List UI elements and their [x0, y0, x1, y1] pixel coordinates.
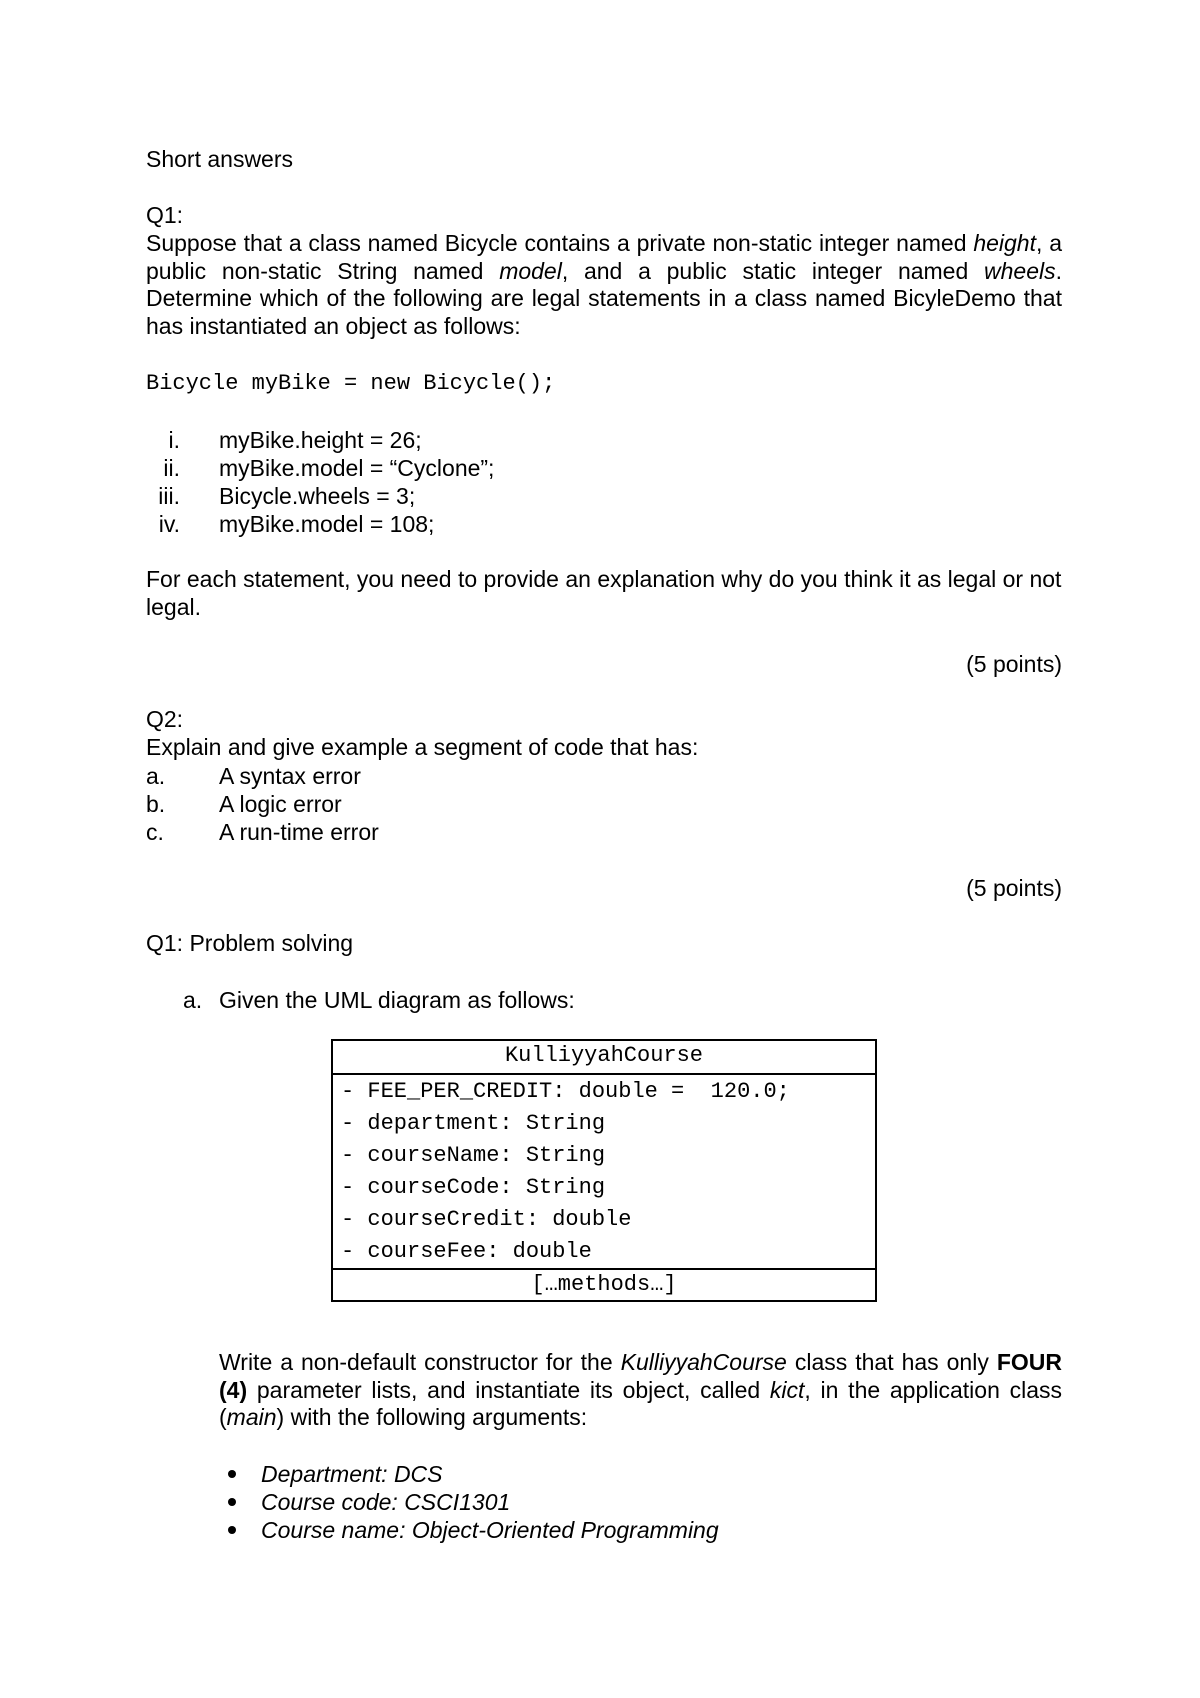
list-item: Department: DCS: [0, 1460, 1200, 1488]
q2-points: (5 points): [966, 875, 1062, 901]
list-item: Course name: Object-Oriented Programming: [0, 1516, 1200, 1544]
q1-code-line: Bicycle myBike = new Bicycle();: [146, 371, 556, 396]
uml-class-name: KulliyyahCourse: [333, 1041, 875, 1075]
list-item: ii. myBike.model = “Cyclone”;: [163, 455, 495, 481]
uml-class-diagram: [331, 1039, 877, 1302]
uml-attribute: - department: String: [341, 1111, 606, 1136]
q1-label: Q1:: [146, 202, 184, 228]
q1-paragraph: Suppose that a class named Bicycle contains a private non-static integer named height, a public non-static String named model, and a public static integer named wheels. Determine which of the following are legal statements in a class named BicyleDemo that has instantiated an object as follows:: [146, 230, 1063, 339]
section-title: Short answers: [146, 146, 294, 172]
list-item: iv. myBike.model = 108;: [158, 511, 435, 537]
list-item: b. A logic error: [146, 791, 342, 817]
problem-part-a: a. Given the UML diagram as follows:: [183, 987, 575, 1013]
list-item: i. myBike.height = 26;: [168, 427, 422, 453]
class-name-term: KulliyyahCourse: [620, 1349, 787, 1375]
q1-height-term: height: [973, 230, 1036, 256]
uml-methods: […methods…]: [531, 1272, 677, 1297]
problem-instruction: Write a non-default constructor for the KulliyyahCourse class that has only FOUR (4) parameter lists, and instantiate its object, called kict, in the application class (main) with the following arguments:: [219, 1349, 1062, 1430]
q1-points: (5 points): [966, 651, 1062, 677]
q2-prompt: Explain and give example a segment of code that has:: [146, 734, 699, 760]
list-item: a. A syntax error: [146, 763, 361, 789]
bullet-icon: [228, 1498, 236, 1506]
uml-attribute: - courseCredit: double: [341, 1207, 632, 1232]
q1-instruction: For each statement, you need to provide an explanation why do you think it as legal or not legal.: [146, 566, 1062, 620]
bullet-icon: [228, 1470, 236, 1478]
uml-attribute: - courseFee: double: [341, 1239, 592, 1264]
list-item: c. A run-time error: [146, 819, 379, 845]
main-term: main: [226, 1404, 277, 1430]
uml-attributes: [333, 1075, 875, 1270]
four-emphasis: FOUR (4): [219, 1349, 1062, 1403]
problem-label: Q1: Problem solving: [146, 930, 354, 956]
q1-model-term: model: [499, 257, 562, 284]
q1-wheels-term: wheels: [984, 257, 1056, 284]
bullet-icon: [228, 1526, 236, 1534]
uml-attribute: - courseName: String: [341, 1143, 606, 1168]
object-name-term: kict: [769, 1376, 805, 1403]
q2-label: Q2:: [146, 706, 184, 732]
list-item: Course code: CSCI1301: [0, 1488, 1200, 1516]
list-item: iii. Bicycle.wheels = 3;: [158, 483, 416, 509]
uml-attribute: - FEE_PER_CREDIT: double = 120.0;: [341, 1079, 790, 1104]
uml-attribute: - courseCode: String: [341, 1175, 606, 1200]
